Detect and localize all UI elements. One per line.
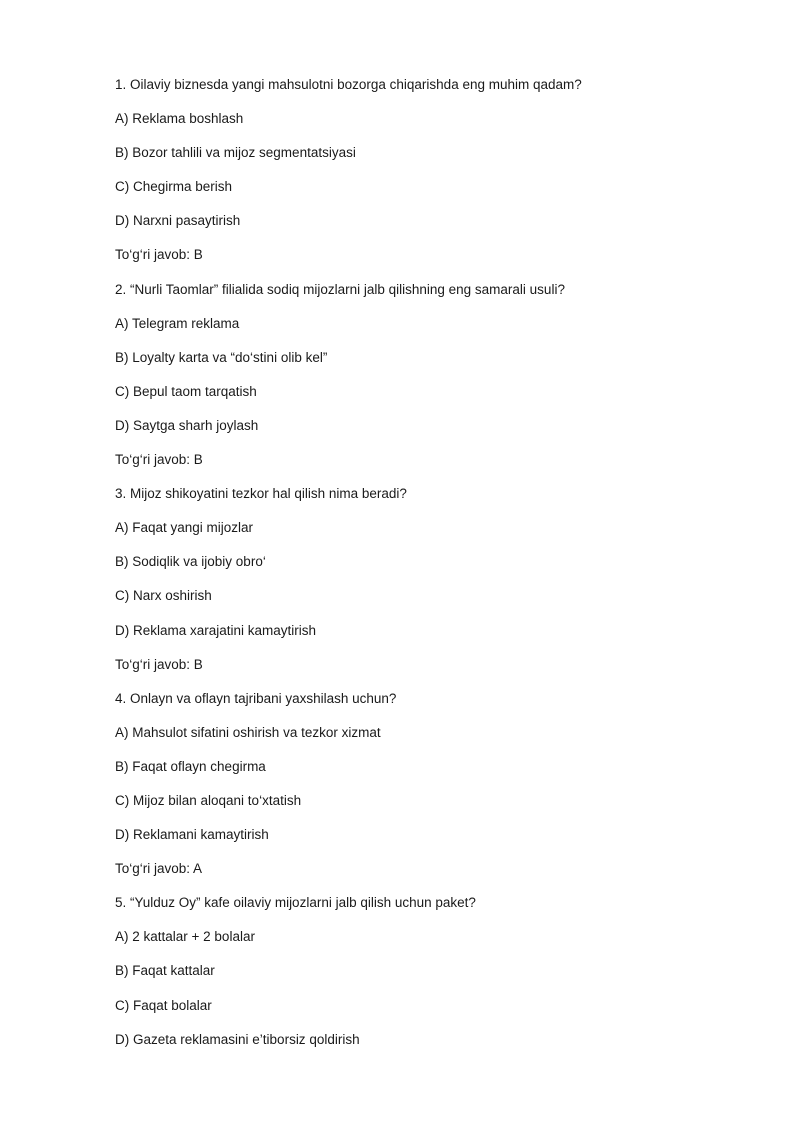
answer-option: D) Reklama xarajatini kamaytirish — [115, 622, 317, 638]
answer-option: C) Chegirma berish — [115, 179, 233, 195]
correct-answer: To‘g‘ri javob: A — [115, 861, 203, 877]
answer-option: C) Narx oshirish — [115, 588, 212, 604]
answer-option: C) Mijoz bilan aloqani to‘xtatish — [115, 792, 302, 808]
question-text: 4. Onlayn va oflayn tajribani yaxshilash uchun? — [115, 690, 397, 706]
answer-option: B) Sodiqlik va ijobiy obro‘ — [115, 554, 266, 570]
answer-option: A) Telegram reklama — [115, 315, 240, 331]
answer-option: D) Saytga sharh joylash — [115, 417, 259, 433]
answer-option: D) Narxni pasaytirish — [115, 213, 241, 229]
answer-option: B) Faqat oflayn chegirma — [115, 758, 266, 774]
answer-option: A) Reklama boshlash — [115, 111, 244, 127]
correct-answer: To‘g‘ri javob: B — [115, 247, 203, 263]
answer-option: A) 2 kattalar + 2 bolalar — [115, 929, 255, 945]
answer-option: B) Faqat kattalar — [115, 963, 215, 979]
answer-option: A) Mahsulot sifatini oshirish va tezkor xizmat — [115, 724, 381, 740]
answer-option: B) Loyalty karta va “do‘stini olib kel” — [115, 349, 328, 365]
answer-option: B) Bozor tahlili va mijoz segmentatsiyasi — [115, 145, 356, 161]
question-text: 2. “Nurli Taomlar” filialida sodiq mijozlarni jalb qilishning eng samarali usuli? — [115, 281, 565, 297]
answer-option: D) Reklamani kamaytirish — [115, 827, 269, 843]
question-text: 1. Oilaviy biznesda yangi mahsulotni bozorga chiqarishda eng muhim qadam? — [115, 77, 582, 92]
question-text: 3. Mijoz shikoyatini tezkor hal qilish nima beradi? — [115, 486, 407, 502]
answer-option: C) Faqat bolalar — [115, 997, 212, 1013]
answer-option: A) Faqat yangi mijozlar — [115, 520, 254, 536]
answer-option: D) Gazeta reklamasini e’tiborsiz qoldirish — [115, 1031, 360, 1047]
answer-option: C) Bepul taom tarqatish — [115, 383, 257, 399]
correct-answer: To‘g‘ri javob: B — [115, 656, 203, 672]
correct-answer: To‘g‘ri javob: B — [115, 452, 203, 468]
question-text: 5. “Yulduz Oy” kafe oilaviy mijozlarni jalb qilish uchun paket? — [115, 895, 476, 911]
document-page — [115, 76, 755, 1065]
